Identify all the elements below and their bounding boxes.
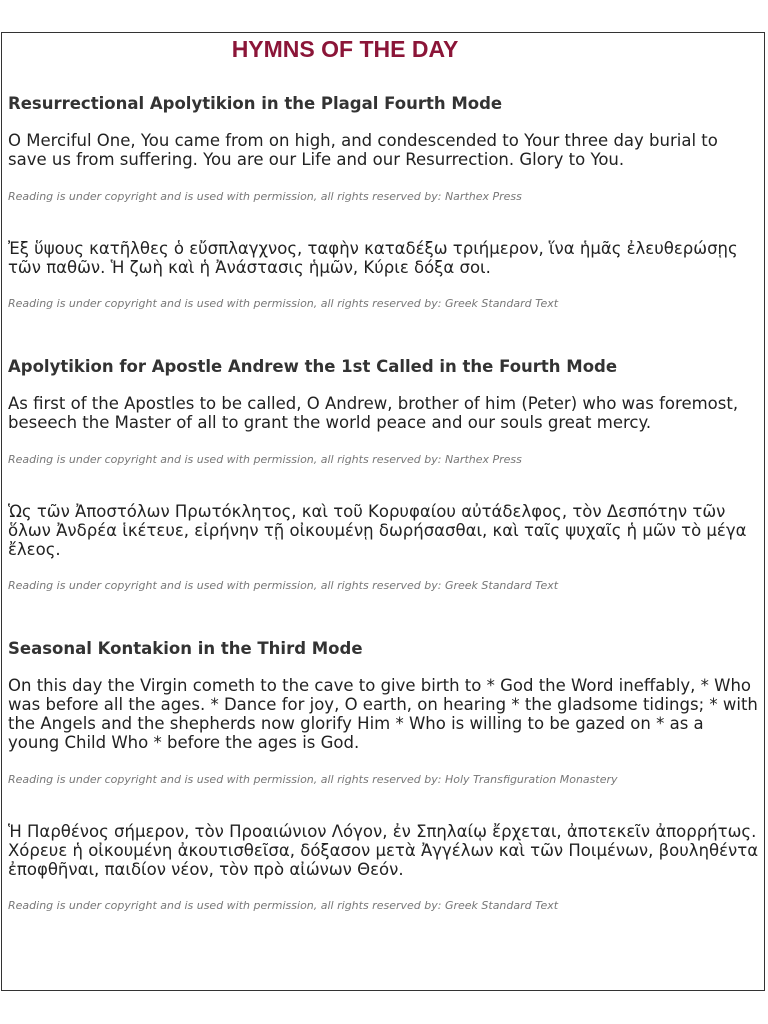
hymn-section-apostle-andrew-apolytikion [8, 355, 760, 593]
hymn-section-seasonal-kontakion [8, 637, 760, 913]
hymn-english-text: O Merciful One, You came from on high, and condescended to Your three day burial to save us from suffering. You are our Life and our Resurrection. Glory to You. [8, 131, 718, 169]
hymn-english-text: On this day the Virgin cometh to the cave to give birth to * God the Word ineffably, * Who was before all the ages. * Dance for joy, O earth, on hearing * the gladsome tidings; * with the Angels and the shepherds now glorify Him * Who is willing to be gazed on * as a young Child Who * before the ages is God. [8, 676, 758, 752]
hymn-greek-text: Ἐξ ὕψους κατῆλθες ὁ εὔσπλαγχνος, ταφὴν καταδέξω τριήμερον, ἵνα ἡμᾶς ἐλευθερώσῃς τῶν παθῶν. Ἡ ζωὴ καὶ ἡ Ἀνάστασις ἡμῶν, Κύριε δόξα σοι. [8, 239, 738, 277]
hymn-section-resurrectional-apolytikion [8, 92, 760, 311]
copyright-notice: Reading is under copyright and is used with permission, all rights reserved by: Greek Standard Text [8, 579, 559, 592]
hymn-heading: Apolytikion for Apostle Andrew the 1st Called in the Fourth Mode [8, 357, 618, 376]
copyright-notice: Reading is under copyright and is used with permission, all rights reserved by: Holy Transfiguration Monastery [8, 773, 618, 786]
hymn-greek-text: Ἡ Παρθένος σήμερον, τὸν Προαιώνιον Λόγον, ἐν Σπηλαίῳ ἔρχεται, ἀποτεκεῖν ἀπορρήτως. Χόρευε ἡ οἰκουμένη ἀκουτισθεῖσα, δόξασον μετὰ Ἀγγέλων καὶ τῶν Ποιμένων, βουληθέντα ἐποφθῆναι, παιδίον νέον, τὸν πρὸ αἰώνων Θεόν. [8, 822, 759, 879]
hymn-heading: Resurrectional Apolytikion in the Plagal Fourth Mode [8, 94, 503, 113]
copyright-notice: Reading is under copyright and is used with permission, all rights reserved by: Greek Standard Text [8, 899, 559, 912]
copyright-notice: Reading is under copyright and is used with permission, all rights reserved by: Narthex Press [8, 453, 522, 466]
hymn-greek-text: Ὡς τῶν Ἀποστόλων Πρωτόκλητος, καὶ τοῦ Κορυφαίου αὐτάδελφος, τὸν Δεσπότην τῶν ὅλων Ἀνδρέα ἱκέτευε, εἰρήνην τῇ οἰκουμένῃ δωρήσασθαι, καὶ ταῖς ψυχαῖς ἡ μῶν τὸ μέγα ἔλεος. [8, 502, 747, 559]
hymn-heading: Seasonal Kontakion in the Third Mode [8, 639, 363, 658]
copyright-notice: Reading is under copyright and is used with permission, all rights reserved by: Narthex Press [8, 190, 522, 203]
hymn-english-text: As first of the Apostles to be called, O Andrew, brother of him (Peter) who was foremost, beseech the Master of all to grant the world peace and our souls great mercy. [8, 394, 739, 432]
hymns-list [8, 92, 760, 957]
page-title: HYMNS OF THE DAY [231, 36, 459, 62]
copyright-notice: Reading is under copyright and is used with permission, all rights reserved by: Greek Standard Text [8, 297, 559, 310]
